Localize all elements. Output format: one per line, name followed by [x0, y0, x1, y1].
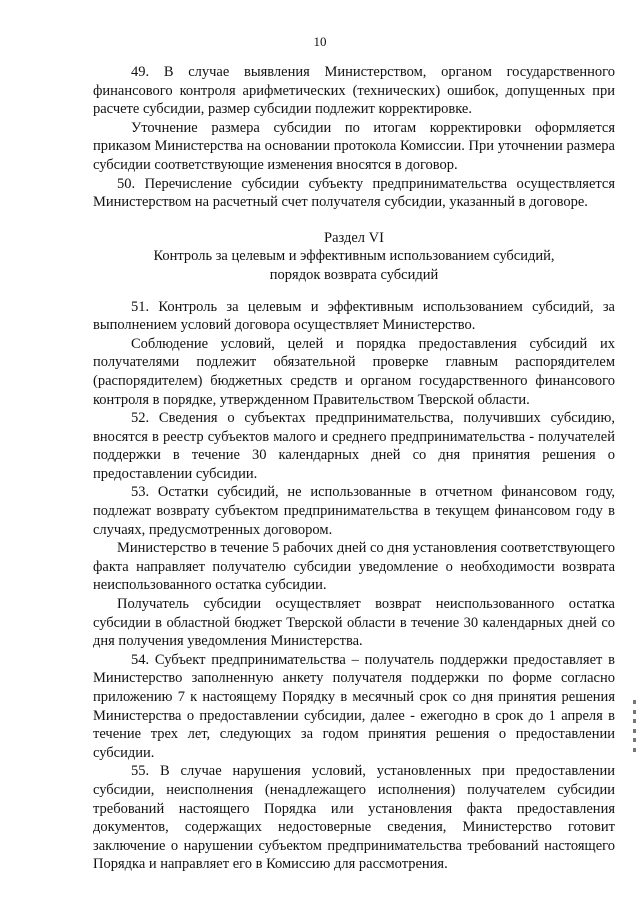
scan-mark [633, 710, 636, 714]
page-number: 10 [313, 34, 327, 49]
scan-mark [633, 748, 636, 752]
paragraph-54: 54. Субъект предпринимательства – получатель поддержки предоставляет в Министерство заполненную анкету получателя поддержки по форме согласно приложению 7 к настоящему Порядку в месячный срок со дня принятия решения Министерства о предоставлении субсидии, далее - ежегодно в срок до 1 апреля в течение трех лет, следующих за годом принятия решения о предоставлении субсидии. [93, 651, 615, 761]
scan-mark [633, 719, 636, 723]
paragraph-49-clarification: Уточнение размера субсидии по итогам корректировки оформляется приказом Министерства на основании протокола Комиссии. При уточнении размера субсидии соответствующие изменения вносятся в договор. [93, 119, 615, 173]
paragraph-49: 49. В случае выявления Министерством, органом государственного финансового контроля арифметических (технических) ошибок, допущенных при расчете субсидии, размер субсидии подлежит корректировке. [93, 64, 615, 118]
scan-mark [633, 729, 636, 733]
paragraph-51: 51. Контроль за целевым и эффективным использованием субсидий, за выполнением условий договора осуществляет Министерство. [93, 298, 615, 334]
paragraph-50: 50. Перечисление субсидии субъекту предпринимательства осуществляется Министерством на расчетный счет получателя субсидии, указанный в договоре. [93, 175, 615, 211]
spacer [93, 212, 615, 229]
paragraph-55: 55. В случае нарушения условий, установленных при предоставлении субсидии, неисполнения (ненадлежащего исполнения) получателем субсидии требований настоящего Порядка или установления факта предоставления документов, содержащих недостоверные сведения, Министерство готовит заключение о нарушении субъектом предпринимательства требований настоящего Порядка и направляет его в Комиссию для рассмотрения. [93, 763, 615, 873]
paragraph-53-return: Получатель субсидии осуществляет возврат неиспользованного остатка субсидии в областной бюджет Тверской области в течение 30 календарных дней со дня получения уведомления Министерства. [93, 596, 615, 650]
section-title: Раздел VI [324, 229, 384, 246]
paragraph-52: 52. Сведения о субъектах предпринимательства, получивших субсидию, вносятся в реестр субъектов малого и среднего предпринимательства - получателей поддержки в течение 30 календарных дней со дня принятия решения о предоставлении субсидии. [93, 410, 615, 482]
paragraph-53: 53. Остатки субсидий, не использованные в отчетном финансовом году, подлежат возврату субъектом предпринимательства в текущем финансовом году в случаях, предусмотренных договором. [93, 484, 615, 538]
scan-margin-mark [633, 700, 637, 752]
scan-mark [633, 700, 636, 704]
paragraph-51-compliance: Соблюдение условий, целей и порядка предоставления субсидий их получателями подлежит обязательной проверке главным распорядителем (распорядителем) бюджетных средств и органом государственного финансового контроля в порядке, утвержденном Правительством Тверской области. [93, 335, 615, 408]
paragraph-53-notice: Министерство в течение 5 рабочих дней со дня установления соответствующего факта направляет получателю субсидии уведомление о необходимости возврата неиспользованного остатка субсидии. [93, 540, 615, 594]
section-subtitle-line-2: порядок возврата субсидий [269, 266, 439, 283]
scan-mark [633, 738, 636, 742]
document-body [93, 63, 615, 874]
spacer [93, 285, 615, 298]
section-subtitle-line-1: Контроль за целевым и эффективным использованием субсидий, [153, 248, 555, 265]
